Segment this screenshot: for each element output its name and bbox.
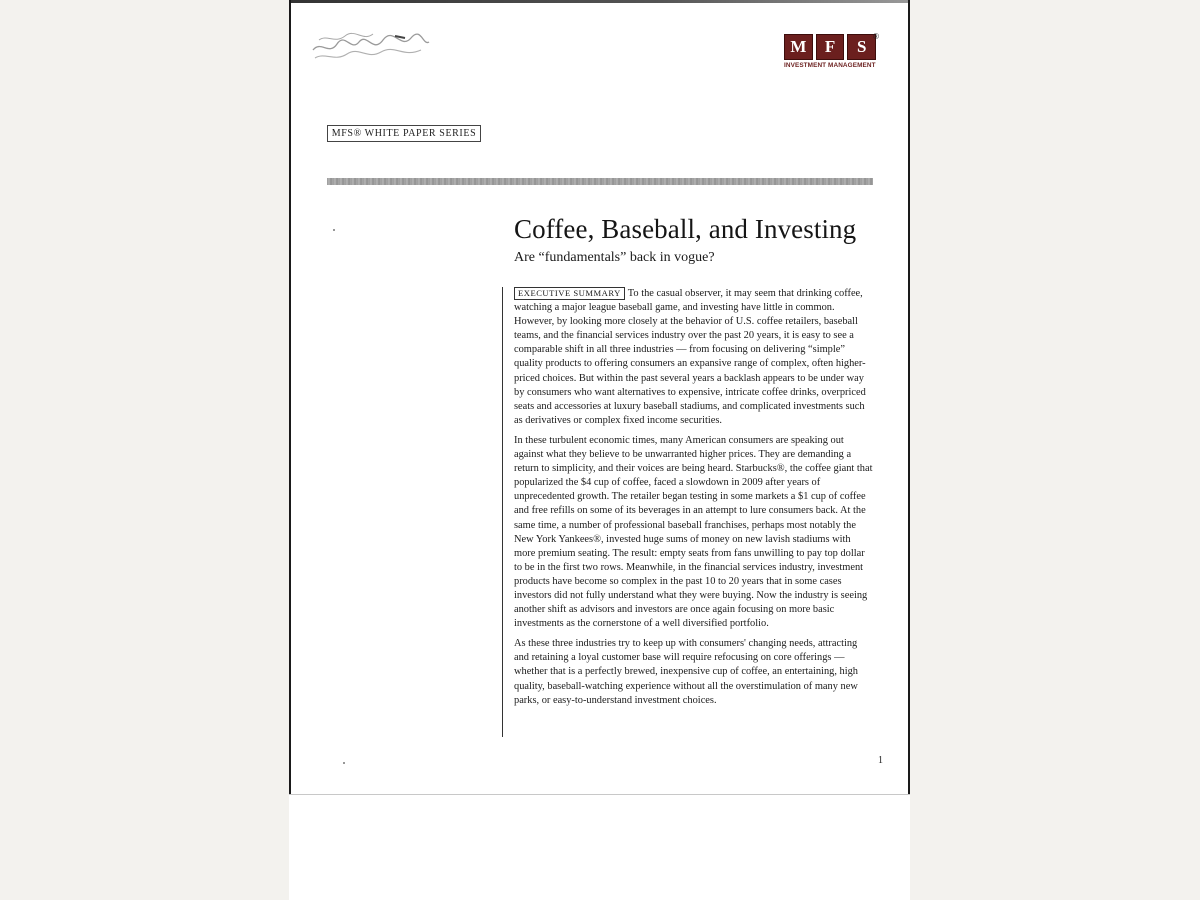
header-rule [327,178,873,185]
scan-top-edge [289,0,910,3]
paragraph: As these three industries try to keep up with consumers' changing needs, attracting and retaining a loyal customer base will require refocusing on core offerings — whether that is a perfectly brewed, inexpensive cup of coffee, an entertaining, high quality, baseball-watching experience without all the overstimulation of many new parks, or easy-to-understand investment choices. [514,638,859,706]
scan-right-edge [908,0,910,795]
logo-letter-f: F [816,34,845,60]
paragraph-executive-summary [514,287,874,428]
mfs-logo [784,32,879,69]
logo-letter-s: S [847,34,876,60]
paragraph-text: To the casual observer, it may seem that drinking coffee, watching a major league baseball game, and investing have little in common. However, by looking more closely at the behavior of U.S. coffee retailers, baseball teams, and the financial services industry over the past 20 years, it is easy to see a comparable shift in all three industries — from focusing on delivering “simple” quality products to offering consumers an expansive range of complex, often higher-priced choices. But within the past several years a backlash appears to be under way by consumers who want alternatives to expensive, intricate coffee drinks, overpriced seats and accessories at luxury baseball stadiums, and complicated investments such as derivatives or complex fixed income securities. [514,288,866,426]
logo-tagline: INVESTMENT MANAGEMENT [784,62,876,69]
series-label: MFS® WHITE PAPER SERIES [327,125,481,142]
scan-left-edge [289,0,291,795]
executive-summary-label: EXECUTIVE SUMMARY [514,287,625,300]
page-title: Coffee, Baseball, and Investing [514,214,857,244]
page-number: 1 [878,755,883,766]
scan-speck [343,762,345,764]
article-body [502,287,874,737]
document-page [289,0,910,900]
page-subtitle: Are “fundamentals” back in vogue? [514,250,715,265]
scan-bottom-edge [289,794,910,795]
paragraph: In these turbulent economic times, many American consumers are speaking out against what they believe to be unwarranted higher prices. They are demanding a return to simplicity, and their voices are being heard. Starbucks®, the coffee giant that popularized the $4 cup of coffee, faced a slowdown in 2009 after years of unprecedented growth. The retailer began testing in some markets a $1 cup of coffee and free refills on some of its beverages in an attempt to lure consumers back. At the same time, a number of professional baseball franchises, perhaps most notably the New York Yankees®, invested huge sums of money on new lavish stadiums with more premium seating. The result: empty seats from fans unwilling to pay top dollar to be in the first two rows. Meanwhile, in the financial services industry, investment products have become so complex in the past 10 to 20 years that in some cases investors did not fully understand what they were buying. Now the industry is seeing another shift as advisors and investors are once again focusing on more basic investments as the cornerstone of a well diversified portfolio. [514,434,873,630]
registered-mark: ® [873,32,879,41]
handwritten-scribble [311,28,431,68]
scan-speck [333,229,335,231]
logo-letter-m: M [784,34,813,60]
